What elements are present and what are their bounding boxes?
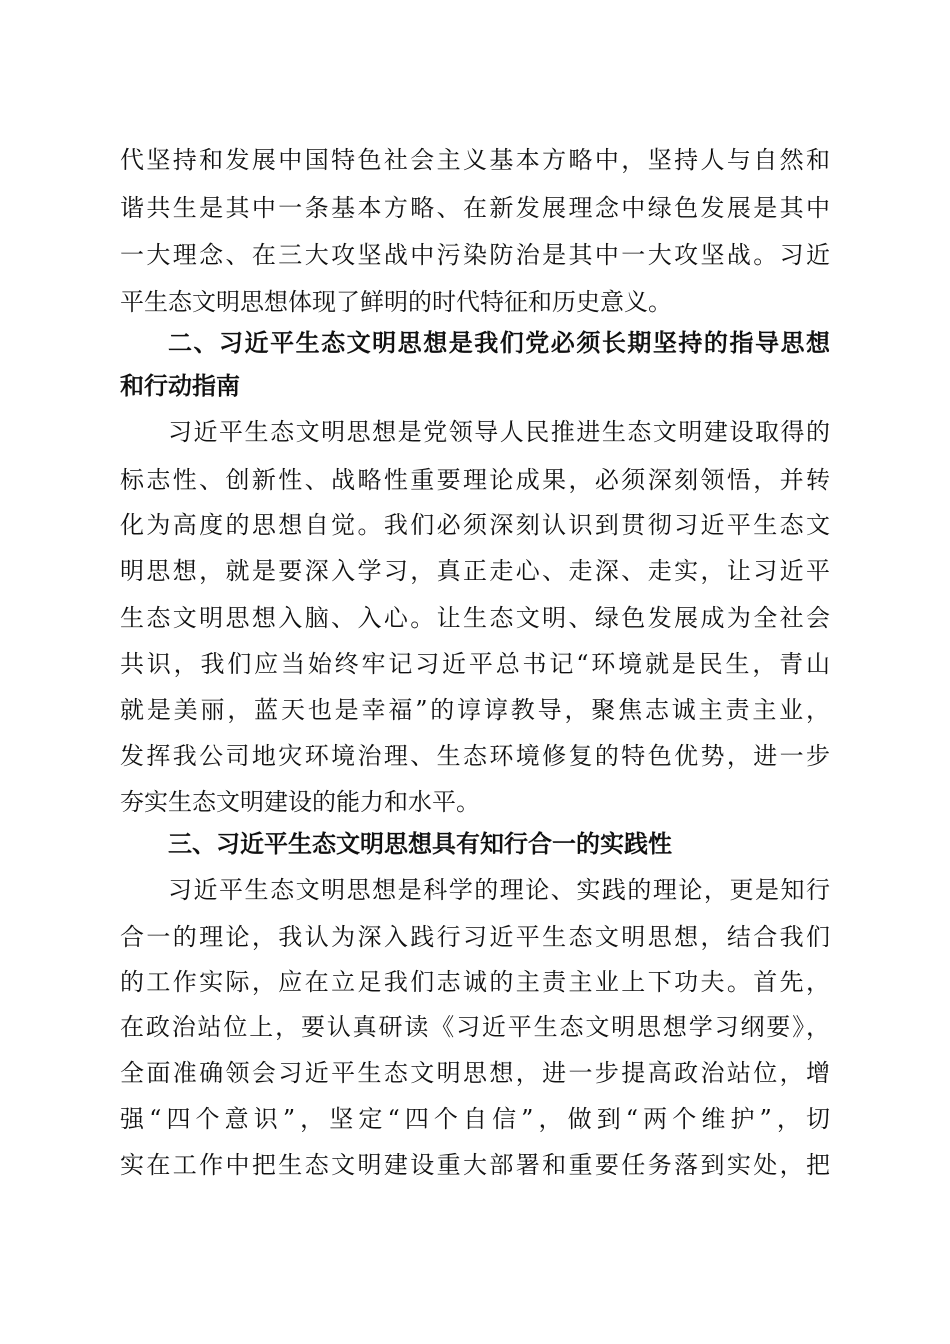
section-heading-2: 二、习近平生态文明思想是我们党必须长期坚持的指导思想: [168, 329, 830, 357]
body-text-line: 就是美丽，蓝天也是幸福”的谆谆教导，聚焦志诚主责主业，: [120, 696, 830, 724]
body-text-line: 共识，我们应当始终牢记习近平总书记“环境就是民生，青山: [120, 650, 830, 678]
body-text-line: 谐共生是其中一条基本方略、在新发展理念中绿色发展是其中: [120, 194, 830, 222]
body-text-line: 的工作实际，应在立足我们志诚的主责主业上下功夫。首先，: [120, 968, 830, 996]
body-text-line: 实在工作中把生态文明建设重大部署和重要任务落到实处，把: [120, 1151, 830, 1179]
body-text-line: 夯实生态文明建设的能力和水平。: [120, 788, 480, 816]
body-text-line: 生态文明思想入脑、入心。让生态文明、绿色发展成为全社会: [120, 604, 830, 632]
body-text-line: 习近平生态文明思想是党领导人民推进生态文明建设取得的: [168, 418, 830, 446]
body-text-line: 合一的理论，我认为深入践行习近平生态文明思想，结合我们: [120, 923, 830, 951]
body-text-line: 全面准确领会习近平生态文明思想，进一步提高政治站位，增: [120, 1059, 830, 1087]
body-text-line: 化为高度的思想自觉。我们必须深刻认识到贯彻习近平生态文: [120, 511, 830, 539]
body-text-line: 代坚持和发展中国特色社会主义基本方略中，坚持人与自然和: [120, 146, 830, 174]
section-heading-2-continued: 和行动指南: [120, 372, 240, 400]
body-text-line: 强“四个意识”，坚定“四个自信”，做到“两个维护”，切: [120, 1105, 830, 1133]
body-text-line: 发挥我公司地灾环境治理、生态环境修复的特色优势，进一步: [120, 742, 830, 770]
section-heading-3: 三、习近平生态文明思想具有知行合一的实践性: [168, 830, 672, 858]
body-text-line: 在政治站位上，要认真研读《习近平生态文明思想学习纲要》，: [120, 1013, 830, 1041]
body-text-line: 一大理念、在三大攻坚战中污染防治是其中一大攻坚战。习近: [120, 241, 830, 269]
body-text-line: 明思想，就是要深入学习，真正走心、走深、走实，让习近平: [120, 557, 830, 585]
body-text-line: 平生态文明思想体现了鲜明的时代特征和历史意义。: [120, 288, 672, 316]
body-text-line: 标志性、创新性、战略性重要理论成果，必须深刻领悟，并转: [120, 466, 830, 494]
body-text-line: 习近平生态文明思想是科学的理论、实践的理论，更是知行: [168, 876, 830, 904]
